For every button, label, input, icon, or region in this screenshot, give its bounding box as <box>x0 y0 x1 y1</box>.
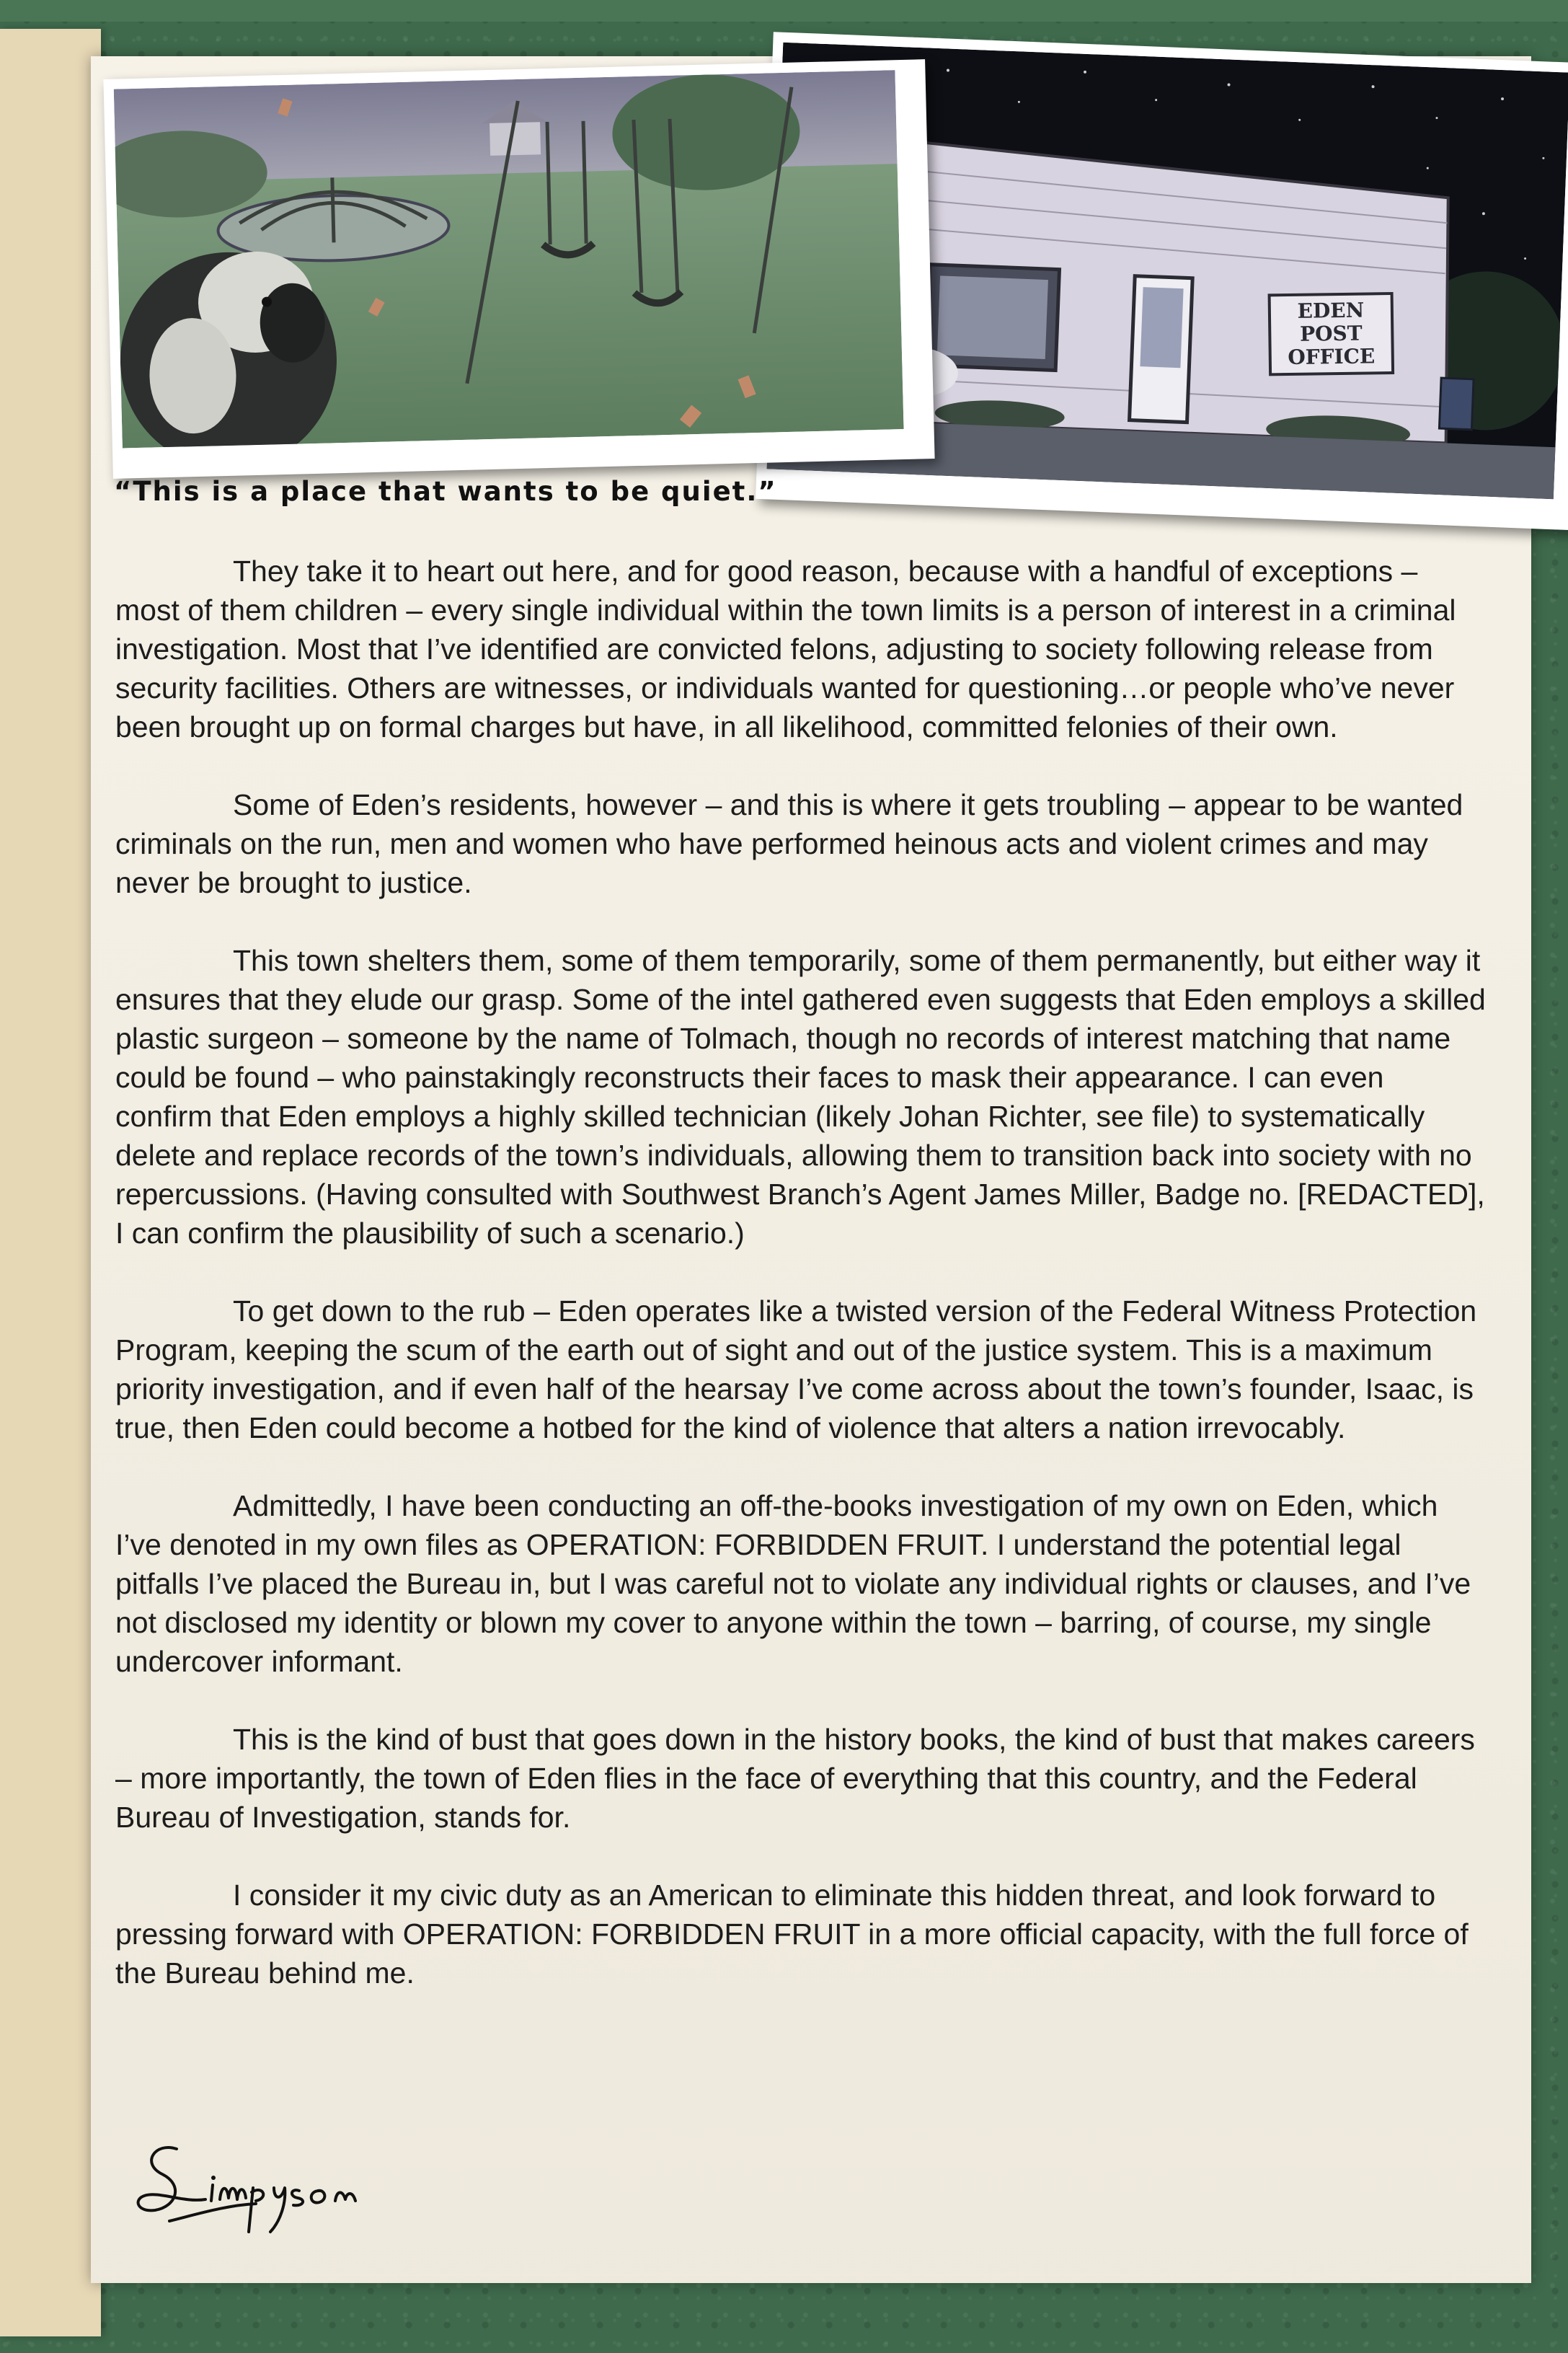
signature <box>126 2135 371 2246</box>
paragraph-1: They take it to heart out here, and for good reason, because with a handful of exceptions – most of them children – every single individual within the town limits is a person of interest in a criminal investigation. Most that I’ve identified are convicted felons, adjusting to society following release from security facilities. Others are witnesses, or individuals wanted for questioning…or people who’ve never been brought up on formal charges but have, in all likelihood, committed felonies of their own. <box>115 555 1456 743</box>
paragraph-7: I consider it my civic duty as an American to eliminate this hidden threat, and look forward to pressing forward with OPERATION: FORBIDDEN FRUIT in a more official capacity, with the full force of the Bureau behind me. <box>115 1879 1469 1990</box>
signature-drawing <box>126 2135 371 2243</box>
folder-edge <box>0 0 1568 22</box>
paragraph-6: This is the kind of bust that goes down in the history books, the kind of bust that makes careers – more importantly, the town of Eden flies in the face of everything that this country, and the Federal Bureau of Investigation, stands for. <box>115 1723 1475 1834</box>
sign-line-3: OFFICE <box>1288 344 1376 370</box>
playground-photo <box>103 59 934 479</box>
manila-folder <box>0 29 101 2336</box>
sign-line-2: POST <box>1299 321 1363 346</box>
paragraph-4: To get down to the rub – Eden operates like a twisted version of the Federal Witness Protection Program, keeping the scum of the earth out of sight and out of the justice system. This is a maximum priority investigation, and if even half of the hearsay I’ve come across about the town’s founder, Isaac, is true, then Eden could become a hotbed for the kind of violence that alters a nation irrevocably. <box>115 1294 1477 1444</box>
sign-line-1: EDEN <box>1297 298 1365 323</box>
paragraph-2: Some of Eden’s residents, however – and this is where it gets troubling – appear to be wanted criminals on the run, men and women who have performed heinous acts and violent crimes and may never be brought to justice. <box>115 788 1463 899</box>
pull-quote: “This is a place that wants to be quiet.” <box>114 476 777 507</box>
paragraph-5: Admittedly, I have been conducting an off-the-books investigation of my own on Eden, which I’ve denoted in my own files as OPERATION: FORBIDDEN FRUIT. I understand the potential legal pitfalls I’ve placed the Bureau in, but I was careful not to violate any individual rights or clauses, and I’ve not disclosed my identity or blown my cover to anyone within the town – barring, of course, my single undercover informant. <box>115 1489 1471 1678</box>
paragraph-3: This town shelters them, some of them temporarily, some of them permanently, but either way it ensures that they elude our grasp. Some of the intel gathered even suggests that Eden employs a skilled plastic surgeon – someone by the name of Tolmach, though no records of interest matching that name could be found – who painstakingly reconstructs their faces to mask their appearance. I can even confirm that Eden employs a highly skilled technician (likely Johan Richter, see file) to systematically delete and replace records of the town’s individuals, allowing them to transition back into society with no repercussions. (Having consulted with Southwest Branch’s Agent James Miller, Badge no. [REDACTED], I can confirm the plausibility of such a scenario.) <box>115 944 1486 1250</box>
letter-body <box>115 552 1489 2031</box>
playground-illustration <box>114 70 904 448</box>
